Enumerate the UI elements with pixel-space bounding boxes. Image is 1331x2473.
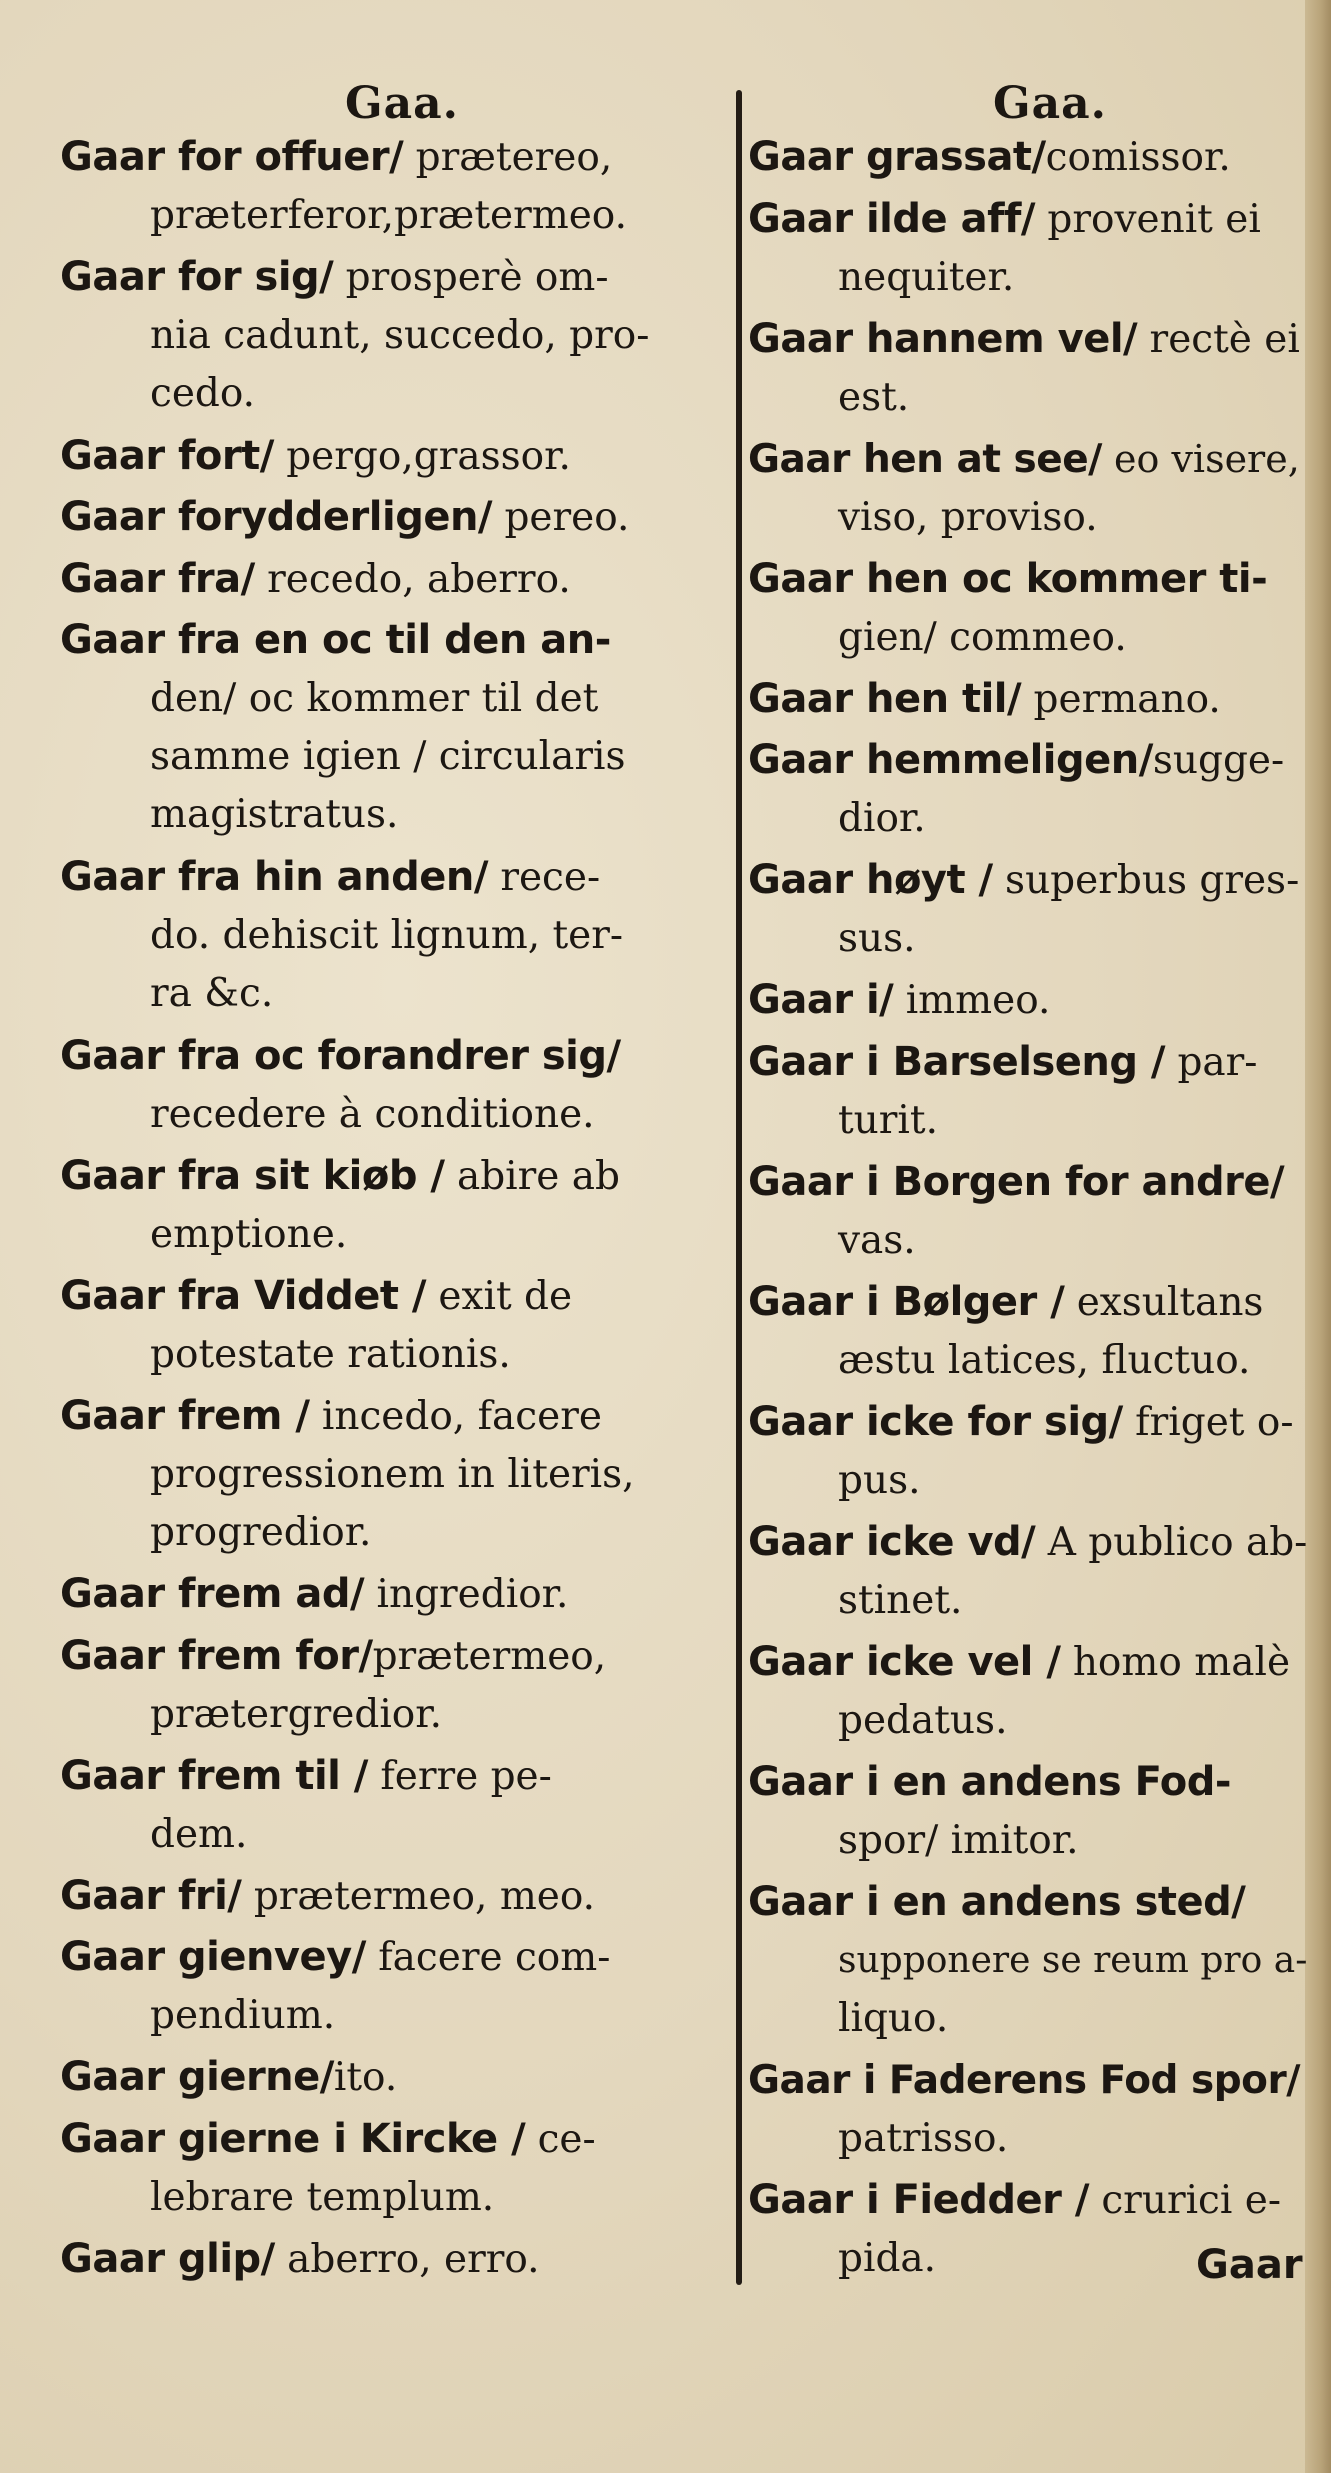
- entry-headword: Gaar høyt /: [748, 857, 993, 903]
- entry-definition: pereo.: [492, 495, 630, 540]
- entry-headword: Gaar fri/: [60, 1872, 242, 1919]
- entry-first-line: [60, 248, 720, 307]
- entry-first-line: [60, 1147, 720, 1206]
- entry-first-line: [748, 1033, 1308, 1092]
- dictionary-entry: [60, 1867, 720, 1926]
- dictionary-entry: [748, 550, 1308, 667]
- entry-continuation: spor/ imitor.: [838, 1817, 1079, 1863]
- entry-headword: Gaar hemmeligen/: [748, 737, 1153, 783]
- dictionary-entry: [748, 128, 1308, 187]
- entry-headword: Gaar i Borgen for andre/: [748, 1158, 1285, 1205]
- entry-headword: Gaar fra en oc til den an-: [60, 617, 611, 663]
- entry-headword: Gaar fra sit kiøb /: [60, 1152, 445, 1199]
- entry-definition: sugge-: [1152, 738, 1285, 783]
- dictionary-entry: [60, 1387, 720, 1562]
- entry-continuation: dior.: [838, 796, 926, 841]
- entry-headword: Gaar gierne i Kircke /: [60, 2115, 526, 2162]
- dictionary-entry: [748, 1153, 1308, 1270]
- entry-definition: prætereo,: [403, 135, 613, 180]
- entry-first-line: [748, 1513, 1308, 1572]
- entry-first-line: [748, 128, 1308, 187]
- entry-continuation: præterferor,prætermeo.: [150, 193, 627, 238]
- entry-first-line: [748, 731, 1308, 790]
- entry-definition: aberro, erro.: [274, 2236, 540, 2282]
- dictionary-entry: [60, 1147, 720, 1264]
- catchword: Gaar: [1196, 2242, 1303, 2288]
- entry-headword: Gaar i Fiedder /: [748, 2177, 1089, 2223]
- entry-headword: Gaar hen at see/: [748, 436, 1102, 482]
- entry-definition: recedo, aberro.: [254, 556, 571, 602]
- entry-headword: Gaar frem til /: [60, 1752, 368, 1799]
- entry-headword: Gaar icke vel /: [748, 1638, 1061, 1685]
- running-head-right: Gaa.: [993, 78, 1107, 129]
- entry-definition: immeo.: [893, 978, 1051, 1023]
- entry-first-line: [60, 1928, 720, 1987]
- entry-definition: friget o-: [1122, 1399, 1294, 1445]
- entry-first-line: [60, 1627, 720, 1686]
- dictionary-entry: [60, 427, 720, 486]
- entry-definition: pergo,grassor.: [273, 433, 571, 479]
- entry-headword: Gaar i en andens sted/: [748, 1878, 1246, 1925]
- entry-continuation: liquo.: [838, 1995, 949, 2041]
- entry-headword: Gaar i Faderens Fod spor/: [748, 2058, 1300, 2103]
- entry-headword: Gaar frem /: [60, 1392, 310, 1439]
- entry-headword: Gaar glip/: [60, 2235, 275, 2282]
- entry-continuation: ra &c.: [150, 971, 274, 1016]
- dictionary-entry: [60, 1928, 720, 2045]
- entry-continuation: potestate rationis.: [150, 1331, 511, 1377]
- entry-first-line: [60, 1027, 720, 1086]
- entry-headword: Gaar fra oc forandrer sig/: [60, 1032, 621, 1079]
- entry-first-line: [60, 611, 720, 670]
- entry-headword: Gaar hen til/: [748, 675, 1022, 722]
- entry-first-line: [60, 427, 720, 486]
- dictionary-entry: [60, 248, 720, 423]
- entry-definition: incedo, facere: [309, 1393, 602, 1439]
- entry-continuation: pendium.: [150, 1993, 336, 2038]
- dictionary-entry: [748, 1633, 1308, 1750]
- dictionary-entry: [748, 670, 1308, 729]
- dictionary-entry: [60, 2048, 720, 2107]
- entry-first-line: [60, 550, 720, 609]
- dictionary-entry: [60, 611, 720, 844]
- entry-continuation: pida.: [838, 2236, 937, 2281]
- entry-definition: ce-: [525, 2116, 596, 2162]
- dictionary-entry: [60, 488, 720, 547]
- entry-first-line: [60, 488, 720, 547]
- entry-definition: ferre pe-: [367, 1753, 552, 1799]
- entry-definition: homo malè: [1060, 1639, 1291, 1685]
- entry-headword: Gaar icke vd/: [748, 1518, 1036, 1565]
- entry-continuation: recedere à conditione.: [150, 1091, 595, 1137]
- entry-first-line: [748, 851, 1308, 910]
- dictionary-entry: [60, 128, 720, 245]
- dictionary-entry: [748, 731, 1308, 848]
- entry-headword: Gaar i/: [748, 977, 894, 1023]
- dictionary-entry: [60, 1267, 720, 1384]
- entry-continuation: prætergredior.: [150, 1691, 443, 1737]
- entry-definition: crurici e-: [1088, 2178, 1282, 2223]
- entry-headword: Gaar i Bølger /: [748, 1278, 1065, 1325]
- entry-definition: provenit ei: [1034, 196, 1261, 242]
- entry-definition: ito.: [333, 2055, 398, 2100]
- entry-definition: permano.: [1021, 676, 1221, 722]
- entry-first-line: [748, 310, 1308, 369]
- dictionary-entry: [60, 1747, 720, 1864]
- entry-first-line: [60, 1867, 720, 1926]
- entry-definition: A publico ab-: [1035, 1519, 1308, 1565]
- entry-headword: Gaar for sig/: [60, 254, 334, 300]
- entry-definition: prosperè om-: [333, 255, 609, 300]
- entry-definition: superbus gres-: [992, 858, 1300, 903]
- entry-headword: Gaar ilde aff/: [748, 195, 1035, 242]
- entry-continuation: lebrare templum.: [150, 2174, 495, 2220]
- dictionary-entry: [60, 2110, 720, 2227]
- entry-first-line: [748, 1753, 1308, 1812]
- entry-headword: Gaar fra/: [60, 555, 255, 602]
- entry-definition: exsultans: [1064, 1279, 1264, 1325]
- dictionary-entry: [60, 1565, 720, 1624]
- entry-definition: exit de: [426, 1273, 573, 1319]
- entry-headword: Gaar fra hin anden/: [60, 854, 488, 900]
- entry-continuation: turit.: [838, 1097, 938, 1143]
- entry-first-line: [60, 2110, 720, 2169]
- entry-first-line: [748, 1873, 1308, 1932]
- entry-definition: prætermeo, meo.: [241, 1873, 596, 1919]
- entry-headword: Gaar icke for sig/: [748, 1398, 1123, 1445]
- entry-continuation: stinet.: [838, 1577, 963, 1623]
- entry-first-line: [60, 848, 720, 907]
- dictionary-entry: [748, 1393, 1308, 1510]
- entry-definition: abire ab: [444, 1153, 620, 1199]
- entry-definition: ingredior.: [364, 1572, 569, 1617]
- entry-continuation: vas.: [838, 1217, 916, 1263]
- entry-first-line: [60, 1565, 720, 1624]
- entry-first-line: [748, 1633, 1308, 1692]
- entry-headword: Gaar hannem vel/: [748, 315, 1138, 362]
- entry-first-line: [748, 2171, 1308, 2230]
- entry-first-line: [60, 2230, 720, 2289]
- entry-continuation: æstu latices, fluctuo.: [838, 1337, 1251, 1383]
- entry-continuation: supponere se reum pro a-: [838, 1939, 1308, 1981]
- entry-headword: Gaar frem ad/: [60, 1571, 365, 1617]
- entry-definition: comissor.: [1045, 135, 1231, 180]
- entry-first-line: [60, 1387, 720, 1446]
- entry-definition: rece-: [487, 855, 601, 900]
- entry-first-line: [748, 1273, 1308, 1332]
- entry-continuation: gien/ commeo.: [838, 614, 1127, 660]
- entry-definition: par-: [1165, 1039, 1258, 1085]
- entry-continuation: magistratus.: [150, 792, 399, 837]
- entry-continuation: viso, proviso.: [838, 494, 1098, 540]
- entry-continuation: nia cadunt, succedo, pro-: [150, 313, 650, 358]
- entry-continuation: den/ oc kommer til det: [150, 676, 599, 721]
- entry-headword: Gaar gienvey/: [60, 1934, 366, 1980]
- entry-definition: prætermeo,: [372, 1633, 607, 1679]
- dictionary-entry: [748, 1873, 1308, 2048]
- entry-first-line: [748, 190, 1308, 249]
- entry-first-line: [60, 2048, 720, 2107]
- entry-definition: facere com-: [365, 1935, 611, 1980]
- entry-headword: Gaar frem for/: [60, 1632, 373, 1679]
- entry-first-line: [748, 971, 1308, 1030]
- entry-continuation: pus.: [838, 1457, 921, 1503]
- entry-continuation: samme igien / circularis: [150, 734, 626, 779]
- dictionary-entry: [748, 971, 1308, 1030]
- dictionary-entry: [748, 430, 1308, 547]
- entry-continuation: patrisso.: [838, 2116, 1009, 2161]
- entry-headword: Gaar i Barselseng /: [748, 1038, 1166, 1085]
- entry-headword: Gaar fra Viddet /: [60, 1272, 427, 1319]
- entry-continuation: sus.: [838, 916, 916, 961]
- entry-continuation: est.: [838, 374, 910, 420]
- dictionary-entry: [748, 851, 1308, 968]
- dictionary-entry: [60, 2230, 720, 2289]
- column-divider: [736, 90, 742, 2285]
- dictionary-entry: [748, 1753, 1308, 1870]
- dictionary-entry: [60, 550, 720, 609]
- entry-continuation: progressionem in literis,: [150, 1451, 635, 1497]
- entry-definition: eo visere,: [1101, 436, 1300, 481]
- dictionary-entry: [60, 848, 720, 1023]
- entry-first-line: [748, 1153, 1308, 1212]
- entry-headword: Gaar hen oc kommer ti-: [748, 555, 1268, 602]
- entry-first-line: [748, 430, 1308, 489]
- entry-first-line: [60, 1267, 720, 1326]
- entry-first-line: [748, 2051, 1308, 2110]
- dictionary-entry: [60, 1627, 720, 1744]
- entry-first-line: [748, 1393, 1308, 1452]
- entry-headword: Gaar for offuer/: [60, 134, 404, 180]
- entry-headword: Gaar i en andens Fod-: [748, 1758, 1231, 1805]
- entry-continuation: pedatus.: [838, 1697, 1008, 1743]
- entry-headword: Gaar forydderligen/: [60, 494, 493, 540]
- dictionary-entry: [748, 1033, 1308, 1150]
- entry-first-line: [60, 1747, 720, 1806]
- entry-continuation: cedo.: [150, 371, 256, 416]
- entry-continuation: dem.: [150, 1811, 248, 1857]
- running-head-left: Gaa.: [345, 78, 459, 129]
- entry-continuation: do. dehiscit lignum, ter-: [150, 913, 624, 958]
- dictionary-entry: [748, 2051, 1308, 2168]
- dictionary-entry: [748, 1513, 1308, 1630]
- entry-definition: rectè ei: [1137, 316, 1300, 362]
- entry-continuation: emptione.: [150, 1211, 348, 1257]
- dictionary-entry: [748, 310, 1308, 427]
- entry-headword: Gaar grassat/: [748, 134, 1046, 180]
- dictionary-entry: [748, 190, 1308, 307]
- entry-first-line: [748, 550, 1308, 609]
- page-edge: [1305, 0, 1331, 2473]
- dictionary-entry: [60, 1027, 720, 1144]
- entry-continuation: nequiter.: [838, 254, 1015, 300]
- entry-headword: Gaar gierne/: [60, 2054, 334, 2100]
- entry-continuation: progredior.: [150, 1509, 372, 1555]
- dictionary-entry: [748, 1273, 1308, 1390]
- entry-headword: Gaar fort/: [60, 432, 274, 479]
- entry-first-line: [748, 670, 1308, 729]
- entry-first-line: [60, 128, 720, 187]
